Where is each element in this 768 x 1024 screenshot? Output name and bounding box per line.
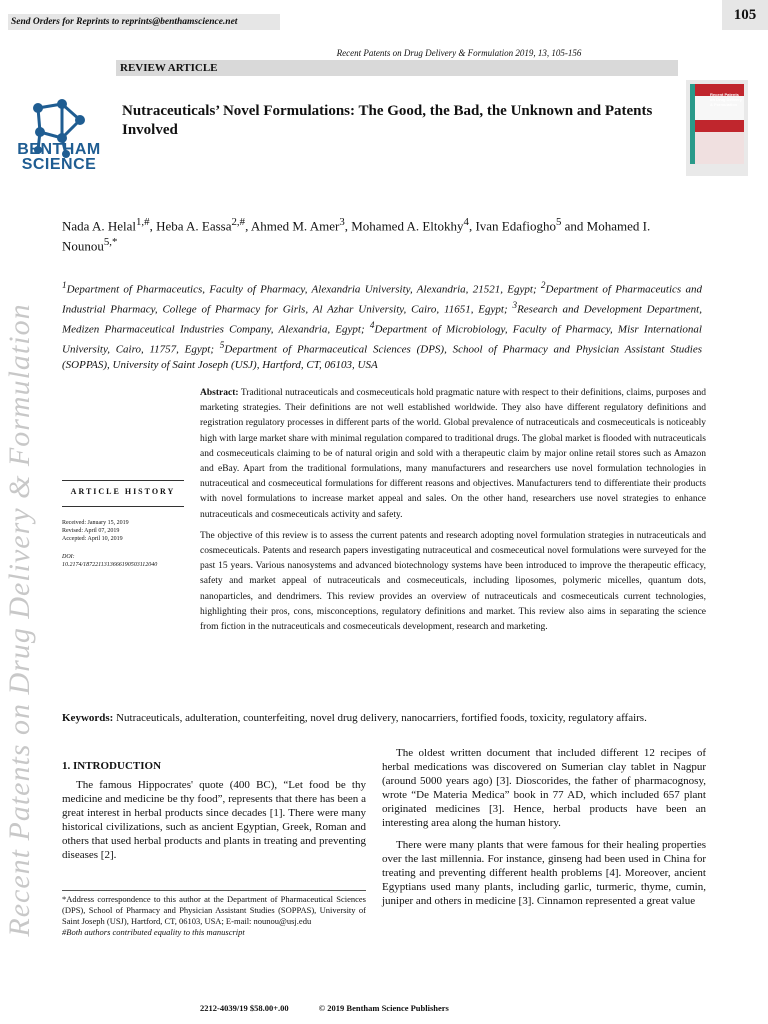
revised-date: Revised: April 07, 2019 (62, 528, 120, 534)
author-name: Nada A. Helal (62, 218, 137, 234)
doi (62, 553, 190, 569)
abstract-label: Abstract: (200, 388, 239, 398)
received-date: Received: January 15, 2019 (62, 520, 129, 526)
keywords-label: Keywords: (62, 712, 114, 724)
body-column-left (62, 760, 366, 862)
doi-link[interactable]: 10.2174/1872211313666190503112040 (62, 562, 158, 568)
doi-label: DOI: (62, 554, 75, 560)
author-list (62, 214, 702, 255)
affiliation: Department of Pharmaceutical Sciences (DPS), School of Pharmacy and Physician Assistant Studies (SOPPAS), University of Saint Joseph (USJ), Hartford, CT, 06103, USA (62, 343, 703, 372)
correspondence-note: *Address correspondence to this author at the Department of Pharmaceutical Sciences (DPS), School of Pharmacy and Physician Assistant Studies (SOPPAS), University of Saint Joseph (USJ), Hartford, CT, 06103, USA; E-mail: nounou@usj.edu (62, 894, 366, 926)
journal-name: Recent Patents on Drug Delivery & Formulation (336, 48, 514, 58)
issn: 2212-4039/19 $58.00+.00 (200, 1003, 289, 1013)
sidebar-journal-name: Recent Patents on Drug Delivery & Formulation (3, 303, 36, 937)
body-paragraph: The oldest written document that included different 12 recipes of herbal medications was discovered on Sumerian clay tablet in Nagpur (around 5000 years ago) [3]. Dioscorides, the father of pharmacognosy, wrote “De Materia Medica” book in 77 AD, which included 657 plant originated medicines [3]. Hence, herbal products have been an interesting area along the human history. (382, 747, 706, 829)
article-type: REVIEW ARTICLE (116, 60, 678, 76)
affil-sup: 5 (219, 340, 225, 351)
author-sup: 5 (555, 216, 562, 228)
journal-volume: 13, (537, 48, 550, 58)
keywords-text: Nutraceuticals, adulteration, counterfeiting, novel drug delivery, nanocarriers, fortified foods, toxicity, regulatory affairs. (116, 712, 647, 724)
logo-text-top: BENTHAM (17, 141, 101, 158)
author-sup: 1,# (136, 216, 150, 228)
affil-sup: 3 (512, 300, 518, 311)
affiliation: Department of Pharmaceutics and Industrial Pharmacy, College of Pharmacy for Girls, Al Azhar University, Cairo, 11651, Egypt; (62, 283, 702, 316)
body-paragraph: There were many plants that were famous for their healing properties over the last millennia. For instance, ginseng had been used in China for treating and preventing different health problems [4]. Moreover, ancient Egyptians used many plants, including garlic, turmeric, thyme, cumin, juniper and others in medicine [3]. Cinnamon represented a great value (382, 839, 706, 907)
author-name: , Mohamed A. Eltokhy (344, 218, 464, 234)
logo-text-bottom: SCIENCE (21, 156, 97, 173)
affiliation: Department of Microbiology, Faculty of Pharmacy, Misr International University, Cairo, 11757, Egypt; (62, 323, 702, 356)
body-column-right (382, 746, 706, 916)
body-paragraph: The famous Hippocrates' quote (400 BC), “Let food be thy medicine and medicine be thy food”, represents that there has been a great interest in herbal products since decades [1]. There were many historical civilizations, such as ancient Egyptian, Greek, Roman and others that used herbal products and plants in treating and preventing diseases [2]. (62, 779, 366, 861)
cover-title: Recent Patents on Drug Delivery & Formulation (710, 92, 743, 107)
footnotes (62, 894, 366, 938)
author-name: , Ivan Edafiogho (468, 218, 556, 234)
journal-pages: 105-156 (551, 48, 582, 58)
affil-sup: 1 (62, 280, 67, 290)
journal-cover (686, 80, 748, 176)
cover-strip (690, 84, 695, 164)
journal-year: 2019, (515, 48, 536, 58)
divider (62, 480, 184, 481)
author-sup: 5,* (103, 236, 118, 249)
article-dates (62, 519, 190, 543)
abstract (200, 386, 706, 641)
affiliations (62, 278, 702, 374)
abstract-para-1 (200, 386, 706, 523)
accepted-date: Accepted: April 10, 2019 (62, 536, 123, 542)
affiliation: Research and Development Department, Medizen Pharmaceutical Industries Company, Alexandria, Egypt; (62, 303, 702, 336)
author-sup: 3 (339, 216, 345, 228)
publisher-logo-text (10, 142, 108, 172)
affil-sup: 4 (369, 320, 375, 331)
copyright: © 2019 Bentham Science Publishers (318, 1003, 449, 1013)
cover-art (690, 84, 744, 164)
journal-sidebar (0, 220, 46, 1020)
author-name: and Mohamed I. Nounou (62, 218, 651, 254)
page-number: 105 (722, 0, 768, 30)
footnote-divider (62, 890, 366, 891)
author-sup: 4 (463, 216, 469, 228)
author-name: , Heba A. Eassa (149, 218, 232, 234)
abstract-text: Traditional nutraceuticals and cosmeceuticals hold pragmatic nature with respect to their definitions, claims, purposes and marketing strategies. Their definitions are not well established worldwide. They also have different regulatory definitions and registration regulatory processes in different parts of the world. Global prevalence of nutraceuticals and cosmeceuticals is noticeably high with large market share with minimal regulation compared to traditional drugs. The global market is flooded with nutraceuticals and cosmeceuticals claiming to be of natural origin and sold with a therapeutic claim by major online retail stores such as Amazon and eBay. Apart from the traditional formulations, many manufacturers and researchers use novel formulation technologies in nutraceutical and cosmeceutical formulations for different reasons and objectives. Manufacturers tend to differentiate their products with novel formulations to increase market appeal and sales. On the other hand, researchers use novel strategies to enhance nutraceuticals and cosmeceuticals activity and safety. (200, 388, 706, 520)
equal-contribution-note: #Both authors contributed equality to this manuscript (62, 927, 245, 937)
affil-sup: 2 (540, 280, 546, 290)
keywords (62, 712, 706, 725)
article-history-label: ARTICLE HISTORY (70, 487, 176, 496)
affiliation: Department of Pharmaceutics, Faculty of Pharmacy, Alexandria University, Alexandria, 21521, Egypt; (66, 283, 541, 296)
journal-reference (0, 48, 768, 58)
author-name: , Ahmed M. Amer (245, 218, 340, 234)
author-sup: 2,# (231, 216, 246, 228)
divider (62, 506, 184, 507)
reprints-banner: Send Orders for Reprints to reprints@benthamscience.net (8, 14, 280, 30)
article-title: Nutraceuticals’ Novel Formulations: The Good, the Bad, the Unknown and Patents Involved (122, 103, 653, 138)
abstract-para-2: The objective of this review is to assess the current patents and research adopting novel formulation strategies in nutraceuticals and cosmeceuticals. Patents and research papers investigating nutraceutical and cosmeceutical novel formulations were surveyed for the past 15 years. Various nanosystems and advanced biotechnology systems have been introduced to improve the therapeutic efficacy, safety and market appeal of nutraceuticals and cosmeceuticals, including liposomes, polymeric micelles, quantum dots, nanoparticles, and dendrimers. This review provides an overview of nutraceuticals and cosmeceuticals current technologies, highlighting their pros, cons, misconceptions, regulatory definitions and market. This review also aims in separating the science from fiction in the nutraceuticals and cosmeceuticals development, research and marketing. (200, 530, 706, 633)
page-footer (200, 1003, 620, 1013)
section-heading: 1. INTRODUCTION (62, 760, 162, 772)
